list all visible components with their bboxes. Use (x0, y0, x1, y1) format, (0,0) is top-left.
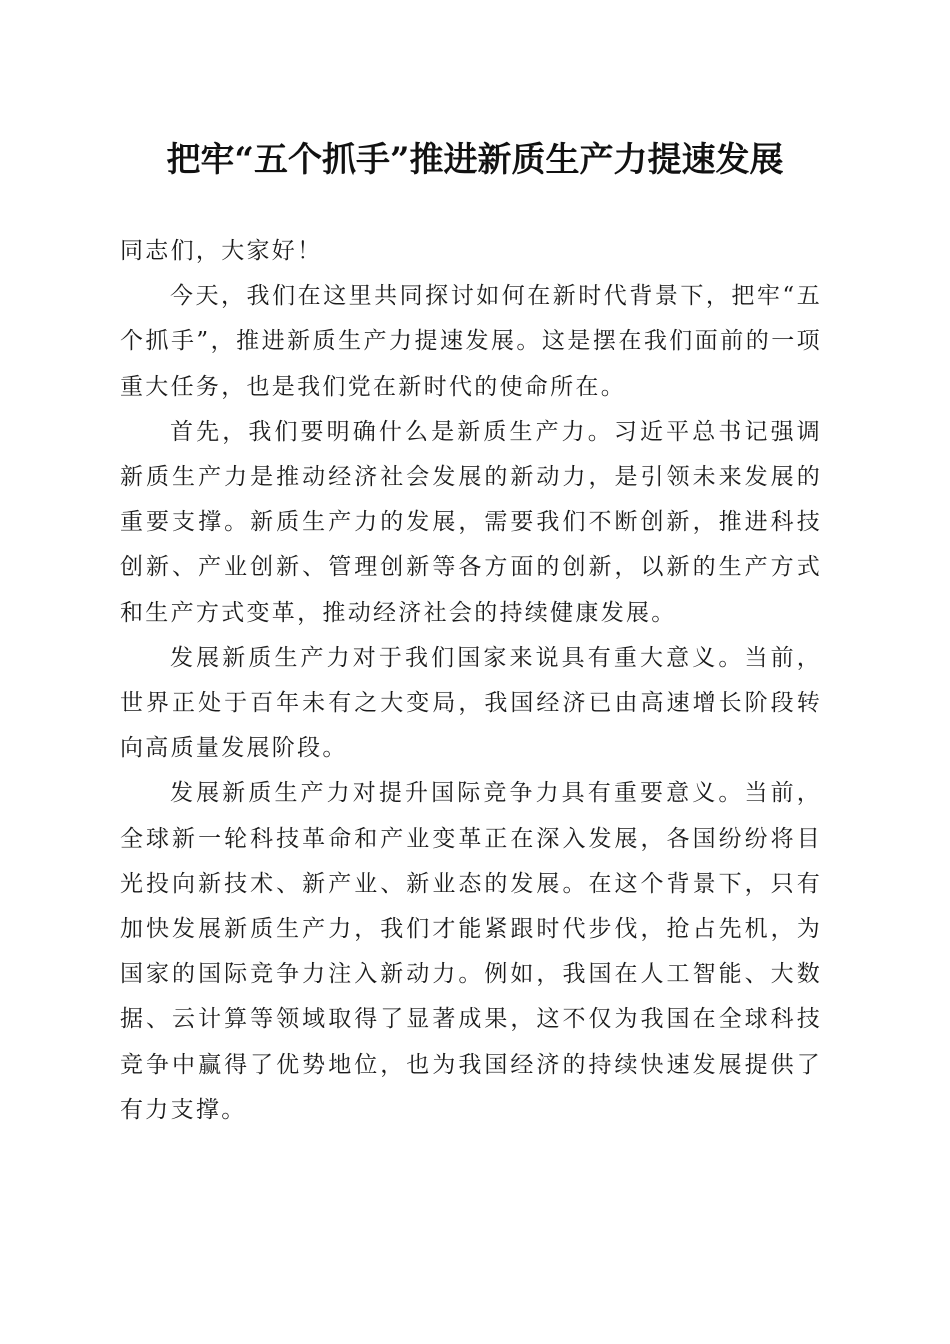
document-title: 把牢“五个抓手”推进新质生产力提速发展 (166, 140, 784, 180)
paragraph-international-competitiveness: 发展新质生产力对提升国际竞争力具有重要意义。当前，全球新一轮科技革命和产业变革正在深入发展，各国纷纷将目光投向新技术、新产业、新业态的发展。在这个背景下，只有加快发展新质生产力，我们才能紧跟时代步伐，抢占先机，为国家的国际竞争力注入新动力。例如，我国在人工智能、大数据、云计算等领域取得了显著成果，这不仅为我国在全球科技竞争中赢得了优势地位，也为我国经济的持续快速发展提供了有力支撑。 (120, 780, 822, 1123)
paragraph-national-significance: 发展新质生产力对于我们国家来说具有重大意义。当前，世界正处于百年未有之大变局，我国经济已由高速增长阶段转向高质量发展阶段。 (120, 644, 822, 762)
document-body (120, 229, 822, 1133)
greeting-paragraph: 同志们，大家好！ (120, 238, 323, 264)
paragraph-definition: 首先，我们要明确什么是新质生产力。习近平总书记强调新质生产力是推动经济社会发展的新动力，是引领未来发展的重要支撑。新质生产力的发展，需要我们不断创新，推进科技创新、产业创新、管理创新等各方面的创新，以新的生产方式和生产方式变革，推动经济社会的持续健康发展。 (120, 418, 822, 626)
paragraph-intro: 今天，我们在这里共同探讨如何在新时代背景下，把牢“五个抓手”，推进新质生产力提速发展。这是摆在我们面前的一项重大任务，也是我们党在新时代的使命所在。 (120, 283, 822, 400)
